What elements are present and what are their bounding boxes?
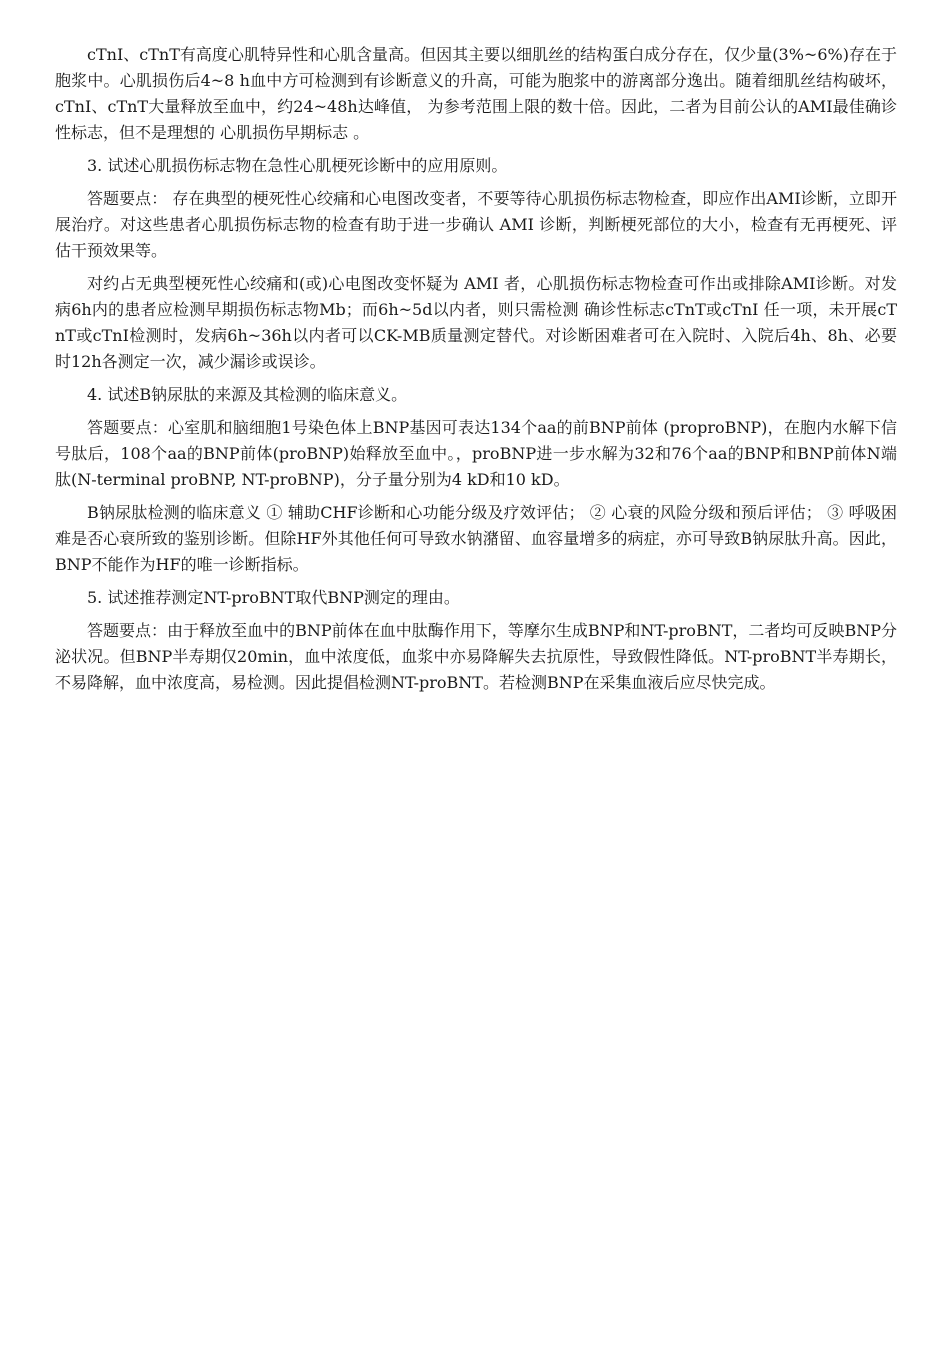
question-5-heading: 5. 试述推荐测定NT-proBNT取代BNP测定的理由。 <box>87 588 460 607</box>
question-3-heading: 3. 试述心肌损伤标志物在急性心肌梗死诊断中的应用原则。 <box>87 156 508 175</box>
question-4-heading: 4. 试述B钠尿肽的来源及其检测的临床意义。 <box>87 385 408 404</box>
ctni-ctnt-paragraph: cTnI、cTnT有高度心肌特异性和心肌含量高。但因其主要以细肌丝的结构蛋白成分存在，仅少量(3%~6%)存在于胞浆中。心肌损伤后4~8 h血中方可检测到有诊断意义的升高，可能为胞浆中的游离部分逸出。随着细肌丝结构破坏，cTnI、cTnT大量释放至血中，约24~48h达峰值， 为参考范围上限的数十倍。因此，二者为目前公认的AMI最佳确诊性标志，但不是理想的 心肌损伤早期标志 。 <box>55 45 897 142</box>
answer-3-part-1-paragraph: 答题要点： 存在典型的梗死性心绞痛和心电图改变者，不要等待心肌损伤标志物检查，即应作出AMI诊断，立即开展治疗。对这些患者心肌损伤标志物的检查有助于进一步确认 AMI 诊断，判断梗死部位的大小，检查有无再梗死、评估干预效果等。 <box>55 189 897 260</box>
answer-4-part-1-paragraph: 答题要点：心室肌和脑细胞1号染色体上BNP基因可表达134个aa的前BNP前体 (proproBNP)，在胞内水解下信号肽后，108个aa的BNP前体(proBNP)始释放至血中。，proBNP进一步水解为32和76个aa的BNP和BNP前体N端肽(N-terminal proBNP, NT-proBNP)，分子量分别为4 kD和10 kD。 <box>55 418 897 489</box>
document-page <box>55 42 897 703</box>
answer-3-part-2-paragraph: 对约占无典型梗死性心绞痛和(或)心电图改变怀疑为 AMI 者，心肌损伤标志物检查可作出或排除AMI诊断。对发病6h内的患者应检测早期损伤标志物Mb；而6h~5d以内者，则只需检测 确诊性标志cTnT或cTnI 任一项，未开展cTnT或cTnI检测时，发病6h~36h以内者可以CK-MB质量测定替代。对诊断困难者可在入院时、入院后4h、8h、必要时12h各测定一次，减少漏诊或误诊。 <box>55 274 897 371</box>
answer-5-paragraph: 答题要点：由于释放至血中的BNP前体在血中肽酶作用下，等摩尔生成BNP和NT-proBNT，二者均可反映BNP分泌状况。但BNP半寿期仅20min，血中浓度低，血浆中亦易降解失去抗原性，导致假性降低。NT-proBNT半寿期长，不易降解，血中浓度高，易检测。因此提倡检测NT-proBNT。若检测BNP在采集血液后应尽快完成。 <box>55 621 897 692</box>
answer-4-part-2-paragraph: B钠尿肽检测的临床意义 ① 辅助CHF诊断和心功能分级及疗效评估； ② 心衰的风险分级和预后评估； ③ 呼吸困难是否心衰所致的鉴别诊断。但除HF外其他任何可导致水钠潴留、血容量增多的病症，亦可导致B钠尿肽升高。因此，BNP不能作为HF的唯一诊断指标。 <box>55 503 897 574</box>
